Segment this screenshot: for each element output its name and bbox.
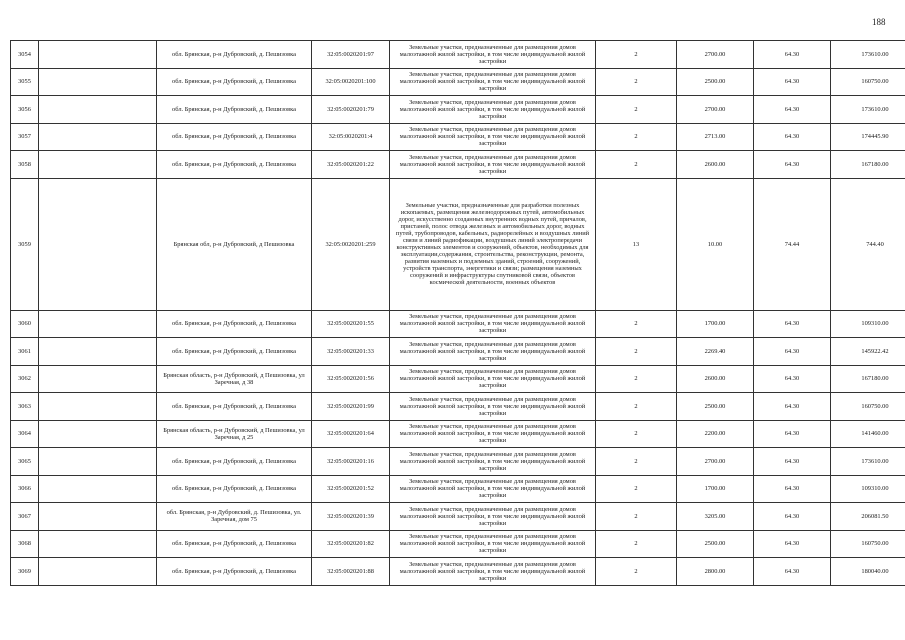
table-row [11,123,905,151]
group-cell: 2 [596,420,677,448]
table-row [11,310,905,338]
empty-cell [39,393,157,421]
cadastral-number-cell: 32:05:0020201:55 [312,310,390,338]
table-row [11,41,905,69]
empty-cell [39,338,157,366]
empty-cell [39,178,157,310]
cadastral-number-cell: 32:05:0020201:52 [312,475,390,503]
address-cell: обл. Брянская, р-н Дубровский, д. Пешизовка [157,475,312,503]
address-cell: обл. Брянская, р-н Дубровский, д. Пешизовка [157,530,312,558]
area-cell: 2500.00 [677,68,754,96]
cadastral-value-cell: 145922.42 [831,338,905,366]
row-number: 3068 [11,530,39,558]
cadastral-number-cell: 32:05:0020201:99 [312,393,390,421]
empty-cell [39,310,157,338]
row-number: 3059 [11,178,39,310]
area-cell: 2200.00 [677,420,754,448]
land-use-cell: Земельные участки, предназначенные для размещения домов малоэтажной жилой застройки, в том числе индивидуальной жилой застройки [390,448,596,476]
area-cell: 2500.00 [677,393,754,421]
land-use-cell: Земельные участки, предназначенные для размещения домов малоэтажной жилой застройки, в том числе индивидуальной жилой застройки [390,338,596,366]
rate-cell: 64.30 [754,96,831,124]
table-row [11,393,905,421]
cadastral-value-cell: 173610.00 [831,448,905,476]
empty-cell [39,96,157,124]
row-number: 3062 [11,365,39,393]
cadastral-number-cell: 32:05:0020201:56 [312,365,390,393]
cadastral-value-cell: 173610.00 [831,96,905,124]
group-cell: 2 [596,503,677,531]
land-use-cell: Земельные участки, предназначенные для размещения домов малоэтажной жилой застройки, в том числе индивидуальной жилой застройки [390,475,596,503]
group-cell: 2 [596,310,677,338]
table-row [11,530,905,558]
table-row [11,178,905,310]
cadastral-number-cell: 32:05:0020201:97 [312,41,390,69]
address-cell: обл. Брянская, р-н Дубровский, д. Пешизовка [157,96,312,124]
cadastral-number-cell: 32:05:0020201:64 [312,420,390,448]
empty-cell [39,448,157,476]
rate-cell: 74.44 [754,178,831,310]
row-number: 3054 [11,41,39,69]
row-number: 3066 [11,475,39,503]
address-cell: обл. Брянская, р-н Дубровский, д. Пешизовка [157,558,312,586]
group-cell: 13 [596,178,677,310]
rate-cell: 64.30 [754,68,831,96]
empty-cell [39,365,157,393]
group-cell: 2 [596,41,677,69]
rate-cell: 64.30 [754,530,831,558]
land-use-cell: Земельные участки, предназначенные для размещения домов малоэтажной жилой застройки, в том числе индивидуальной жилой застройки [390,393,596,421]
rate-cell: 64.30 [754,365,831,393]
address-cell: Брянская область, р-н Дубровский, д Пешизовка, ул Заречная, д 25 [157,420,312,448]
address-cell: обл. Брянская, р-н Дубровский, д. Пешизовка [157,448,312,476]
rate-cell: 64.30 [754,151,831,179]
empty-cell [39,475,157,503]
group-cell: 2 [596,558,677,586]
address-cell: обл. Брянская, р-н Дубровский, д. Пешизовка, ул. Заречная, дом 75 [157,503,312,531]
cadastral-value-cell: 160750.00 [831,530,905,558]
row-number: 3064 [11,420,39,448]
cadastral-number-cell: 32:05:0020201:33 [312,338,390,366]
group-cell: 2 [596,338,677,366]
cadastral-number-cell: 32:05:0020201:82 [312,530,390,558]
cadastral-value-cell: 206081.50 [831,503,905,531]
cadastral-value-cell: 167180.00 [831,365,905,393]
row-number: 3061 [11,338,39,366]
empty-cell [39,530,157,558]
cadastral-value-cell: 180040.00 [831,558,905,586]
area-cell: 2700.00 [677,96,754,124]
group-cell: 2 [596,68,677,96]
area-cell: 2269.40 [677,338,754,366]
cadastral-number-cell: 32:05:0020201:39 [312,503,390,531]
land-use-cell: Земельные участки, предназначенные для разработки полезных ископаемых, размещения железнодорожных путей, автомобильных дорог, искусственно созданных внутренних водных путей, причалов, пристаней, полос отвода железных и автомобильных дорог, водных путей, трубопроводов, кабельных, радиорелейных и воздушных линий связи и линий радиофикации, воздушных линий электропередачи конструктивных элементов и сооружений, объектов, необходимых для эксплуатации,содержания, строительства, реконструкции, ремонта, развития наземных и подземных зданий, строений, сооружений, устройств транспорта, энергетики и связи; размещения наземных сооружений и инфраструктуры спутниковой связи, объектов космической деятельности, военных объектов [390,178,596,310]
land-use-cell: Земельные участки, предназначенные для размещения домов малоэтажной жилой застройки, в том числе индивидуальной жилой застройки [390,68,596,96]
cadastral-value-cell: 141460.00 [831,420,905,448]
area-cell: 10.00 [677,178,754,310]
table-body [11,41,905,586]
address-cell: обл. Брянская, р-н Дубровский, д. Пешизовка [157,151,312,179]
area-cell: 2700.00 [677,448,754,476]
area-cell: 2600.00 [677,151,754,179]
table-row [11,68,905,96]
group-cell: 2 [596,448,677,476]
rate-cell: 64.30 [754,420,831,448]
cadastral-number-cell: 32:05:0020201:259 [312,178,390,310]
table-row [11,151,905,179]
table-row [11,365,905,393]
table-row [11,420,905,448]
rate-cell: 64.30 [754,338,831,366]
row-number: 3060 [11,310,39,338]
group-cell: 2 [596,151,677,179]
rate-cell: 64.30 [754,393,831,421]
area-cell: 2700.00 [677,41,754,69]
rate-cell: 64.30 [754,310,831,338]
empty-cell [39,123,157,151]
empty-cell [39,41,157,69]
rate-cell: 64.30 [754,503,831,531]
row-number: 3069 [11,558,39,586]
row-number: 3067 [11,503,39,531]
group-cell: 2 [596,123,677,151]
rate-cell: 64.30 [754,448,831,476]
land-use-cell: Земельные участки, предназначенные для размещения домов малоэтажной жилой застройки, в том числе индивидуальной жилой застройки [390,123,596,151]
row-number: 3063 [11,393,39,421]
address-cell: обл. Брянская, р-н Дубровский, д. Пешизовка [157,338,312,366]
table-row [11,503,905,531]
address-cell: Брянская обл, р-н Дубровский, д Пешизовка [157,178,312,310]
cadastral-number-cell: 32:05:0020201:22 [312,151,390,179]
cadastral-value-cell: 744.40 [831,178,905,310]
cadastral-number-cell: 32:05:0020201:79 [312,96,390,124]
cadastral-value-cell: 109310.00 [831,475,905,503]
rate-cell: 64.30 [754,41,831,69]
empty-cell [39,151,157,179]
group-cell: 2 [596,393,677,421]
row-number: 3058 [11,151,39,179]
group-cell: 2 [596,365,677,393]
address-cell: обл. Брянская, р-н Дубровский, д. Пешизовка [157,393,312,421]
row-number: 3057 [11,123,39,151]
area-cell: 1700.00 [677,310,754,338]
empty-cell [39,503,157,531]
address-cell: Брянская область, р-н Дубровский, д Пешизовка, ул Заречная, д 38 [157,365,312,393]
address-cell: обл. Брянская, р-н Дубровский, д. Пешизовка [157,41,312,69]
area-cell: 2500.00 [677,530,754,558]
cadastral-number-cell: 32:05:0020201:100 [312,68,390,96]
empty-cell [39,420,157,448]
table-row [11,558,905,586]
area-cell: 1700.00 [677,475,754,503]
cadastral-number-cell: 32:05:0020201:4 [312,123,390,151]
rate-cell: 64.30 [754,558,831,586]
cadastral-value-cell: 160750.00 [831,68,905,96]
land-use-cell: Земельные участки, предназначенные для размещения домов малоэтажной жилой застройки, в том числе индивидуальной жилой застройки [390,503,596,531]
area-cell: 2713.00 [677,123,754,151]
cadastral-value-cell: 173610.00 [831,41,905,69]
table-row [11,338,905,366]
land-use-cell: Земельные участки, предназначенные для размещения домов малоэтажной жилой застройки, в том числе индивидуальной жилой застройки [390,151,596,179]
group-cell: 2 [596,475,677,503]
address-cell: обл. Брянская, р-н Дубровский, д. Пешизовка [157,310,312,338]
table-row [11,96,905,124]
row-number: 3055 [11,68,39,96]
land-use-cell: Земельные участки, предназначенные для размещения домов малоэтажной жилой застройки, в том числе индивидуальной жилой застройки [390,420,596,448]
address-cell: обл. Брянская, р-н Дубровский, д. Пешизовка [157,68,312,96]
table-row [11,475,905,503]
cadastral-number-cell: 32:05:0020201:16 [312,448,390,476]
group-cell: 2 [596,530,677,558]
land-registry-table [10,40,905,586]
land-use-cell: Земельные участки, предназначенные для размещения домов малоэтажной жилой застройки, в том числе индивидуальной жилой застройки [390,41,596,69]
cadastral-value-cell: 174445.90 [831,123,905,151]
area-cell: 2800.00 [677,558,754,586]
empty-cell [39,558,157,586]
row-number: 3065 [11,448,39,476]
area-cell: 2600.00 [677,365,754,393]
page-number: 188 [872,17,886,27]
land-use-cell: Земельные участки, предназначенные для размещения домов малоэтажной жилой застройки, в том числе индивидуальной жилой застройки [390,558,596,586]
group-cell: 2 [596,96,677,124]
cadastral-value-cell: 160750.00 [831,393,905,421]
land-use-cell: Земельные участки, предназначенные для размещения домов малоэтажной жилой застройки, в том числе индивидуальной жилой застройки [390,530,596,558]
rate-cell: 64.30 [754,123,831,151]
row-number: 3056 [11,96,39,124]
table-row [11,448,905,476]
cadastral-value-cell: 167180.00 [831,151,905,179]
area-cell: 3205.00 [677,503,754,531]
empty-cell [39,68,157,96]
land-use-cell: Земельные участки, предназначенные для размещения домов малоэтажной жилой застройки, в том числе индивидуальной жилой застройки [390,96,596,124]
land-use-cell: Земельные участки, предназначенные для размещения домов малоэтажной жилой застройки, в том числе индивидуальной жилой застройки [390,365,596,393]
cadastral-value-cell: 109310.00 [831,310,905,338]
cadastral-number-cell: 32:05:0020201:88 [312,558,390,586]
land-use-cell: Земельные участки, предназначенные для размещения домов малоэтажной жилой застройки, в том числе индивидуальной жилой застройки [390,310,596,338]
rate-cell: 64.30 [754,475,831,503]
address-cell: обл. Брянская, р-н Дубровский, д. Пешизовка [157,123,312,151]
